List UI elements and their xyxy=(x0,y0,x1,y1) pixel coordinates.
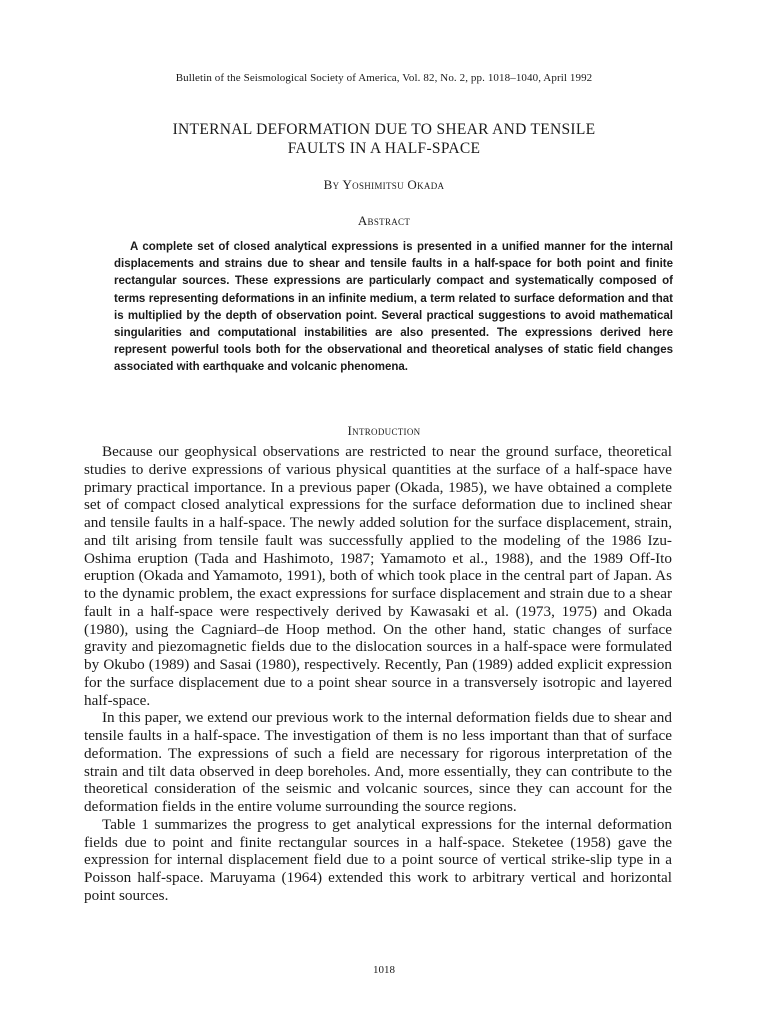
body-paragraph: Because our geophysical observations are restricted to near the ground surface, theoretical studies to derive expressions of various physical quantities at the surface of a half-space have primary practical importance. In a previous paper (Okada, 1985), we have obtained a complete set of compact closed analytical expressions for the surface deformation due to inclined shear and tensile faults in a half-space. The newly added solution for the surface displacement, strain, and tilt arising from tensile fault was successfully applied to the modeling of the 1986 Izu-Oshima eruption (Tada and Hashimoto, 1987; Yamamoto et al., 1988), and the 1989 Off-Ito eruption (Okada and Yamamoto, 1991), both of which took place in the central part of Japan. As to the dynamic problem, the exact expressions for surface displacement and strain due to a shear fault in a half-space were respectively derived by Kawasaki et al. (1973, 1975) and Okada (1980), using the Cagniard–de Hoop method. On the other hand, static changes of surface gravity and piezomagnetic fields due to the dislocation sources in a half-space were formulated by Okubo (1989) and Sasai (1980), respectively. Recently, Pan (1989) added explicit expression for the surface displacement due to a point shear source in a transversely isotropic and layered half-space. xyxy=(84,443,672,709)
title-line-2: FAULTS IN A HALF-SPACE xyxy=(287,140,481,157)
introduction-heading: Introduction xyxy=(347,423,421,438)
abstract-text: A complete set of closed analytical expressions is presented in a unified manner for the internal displacements and strains due to shear and tensile faults in a half-space for both point and finite rectangular sources. These expressions are particularly compact and systematically composed of terms representing deformations in an infinite medium, a term related to surface deformation and that is multiplied by the depth of observation point. Several practical suggestions to avoid mathematical singularities and computational instabilities are also presented. The expressions derived here represent powerful tools both for the observational and theoretical analyses of static field changes associated with earthquake and volcanic phenomena. xyxy=(114,241,673,374)
journal-header: Bulletin of the Seismological Society of America, Vol. 82, No. 2, pp. 1018–1040, April 1992 xyxy=(175,72,593,84)
introduction-body xyxy=(84,443,672,905)
paper-title xyxy=(100,120,668,158)
page-number: 1018 xyxy=(373,964,395,976)
author-byline: By Yoshimitsu Okada xyxy=(323,177,445,192)
title-line-1: INTERNAL DEFORMATION DUE TO SHEAR AND TENSILE xyxy=(172,121,596,138)
abstract-heading: Abstract xyxy=(357,213,411,228)
body-paragraph: Table 1 summarizes the progress to get analytical expressions for the internal deformation fields due to point and finite rectangular sources in a half-space. Steketee (1958) gave the expression for internal displacement field due to a point source of vertical strike-slip type in a Poisson half-space. Maruyama (1964) extended this work to arbitrary vertical and horizontal point sources. xyxy=(84,815,672,904)
body-paragraph: In this paper, we extend our previous work to the internal deformation fields due to shear and tensile faults in a half-space. The investigation of them is no less important than that of surface deformation. The expressions of such a field are necessary for rigorous interpretation of the strain and tilt data observed in deep boreholes. And, more essentially, they can contribute to the theoretical consideration of the seismic and volcanic sources, since they can account for the deformation fields in the entire volume surrounding the source regions. xyxy=(84,709,672,815)
